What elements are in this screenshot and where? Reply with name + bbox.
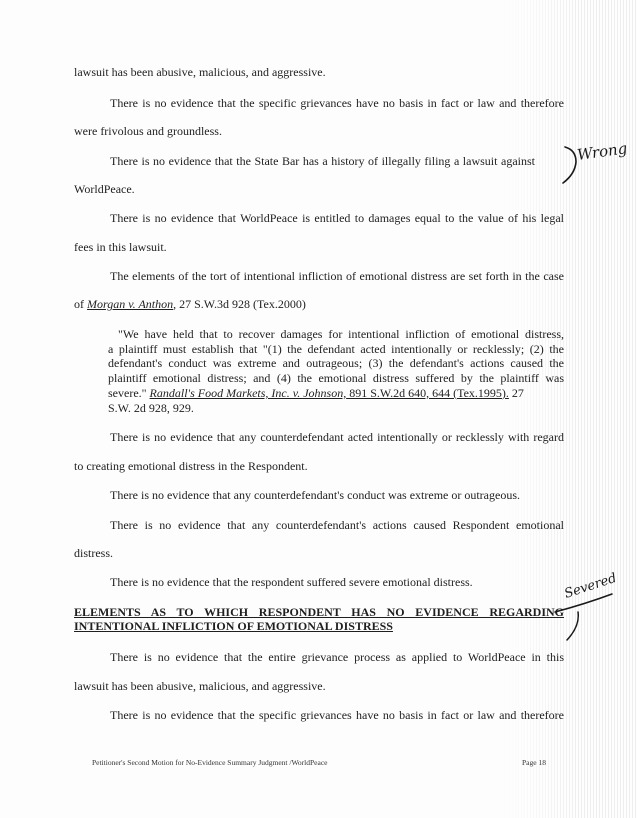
footer-title: Petitioner's Second Motion for No-Evidence Summary Judgment /WorldPeace bbox=[92, 758, 328, 767]
quote-text: severe." bbox=[108, 385, 150, 400]
text-line: lawsuit has been abusive, malicious, and aggressive. bbox=[74, 65, 326, 79]
text-line: There is no evidence that the entire grievance process as applied to WorldPeace in this bbox=[110, 650, 564, 664]
page-number: Page 18 bbox=[522, 758, 546, 767]
text-line: There is no evidence that WorldPeace is entitled to damages equal to the value of his legal bbox=[110, 211, 564, 225]
quote-line: S.W. 2d 928, 929. bbox=[108, 400, 194, 415]
text-line: distress. bbox=[74, 546, 113, 560]
text-line: There is no evidence that the specific grievances have no basis in fact or law and therefore bbox=[110, 96, 564, 110]
text-line: were frivolous and groundless. bbox=[74, 124, 222, 138]
section-heading: INTENTIONAL INFLICTION OF EMOTIONAL DISTRESS bbox=[74, 619, 393, 633]
quote-line: "We have held that to recover damages for intentional infliction of emotional distress, bbox=[118, 327, 564, 341]
text-line: to creating emotional distress in the Respondent. bbox=[74, 459, 308, 473]
arrow-mark bbox=[555, 594, 612, 640]
quote-line: defendant's conduct was extreme and outrageous; (3) the defendant's actions caused the bbox=[108, 356, 564, 371]
quote-text: 27 bbox=[508, 385, 524, 400]
text-line: There is no evidence that any counterdefendant's actions caused Respondent emotional bbox=[110, 518, 564, 532]
text-line: There is no evidence that any counterdefendant's conduct was extreme or outrageous. bbox=[110, 488, 521, 502]
quote-line: a plaintiff must establish that "(1) the defendant acted intentionally or recklessly; (2) the bbox=[108, 341, 564, 356]
text-line: There is no evidence that the State Bar has a history of illegally filing a lawsuit against bbox=[110, 154, 535, 168]
text-line: The elements of the tort of intentional infliction of emotional distress are set forth in the case bbox=[110, 269, 564, 283]
case-citation: 891 S.W.2d 640, 644 (Tex.1995). bbox=[346, 385, 509, 400]
text-line: There is no evidence that the respondent suffered severe emotional distress. bbox=[110, 575, 473, 589]
bracket-mark bbox=[563, 147, 576, 183]
case-name: Randall's Food Markets, Inc. v. Johnson, bbox=[149, 385, 347, 400]
annotation-note: Wrong bbox=[576, 139, 629, 164]
text-line: lawsuit has been abusive, malicious, and aggressive. bbox=[74, 679, 326, 693]
text-line: There is no evidence that the specific grievances have no basis in fact or law and therefore bbox=[110, 708, 564, 722]
citation-prefix: of bbox=[74, 297, 87, 311]
annotation-note: Severed bbox=[562, 570, 619, 602]
text-line: fees in this lawsuit. bbox=[74, 240, 167, 254]
citation-reference: , 27 S.W.3d 928 (Tex.2000) bbox=[173, 297, 306, 311]
quote-line: plaintiff emotional distress; and (4) the emotional distress suffered by the plaintiff was bbox=[108, 371, 564, 386]
text-line: There is no evidence that any counterdefendant acted intentionally or recklessly with regard bbox=[110, 430, 564, 444]
section-heading: ELEMENTS AS TO WHICH RESPONDENT HAS NO EVIDENCE REGARDING bbox=[74, 605, 564, 619]
text-line: WorldPeace. bbox=[74, 182, 135, 196]
case-name: Morgan v. Anthon bbox=[87, 297, 174, 311]
